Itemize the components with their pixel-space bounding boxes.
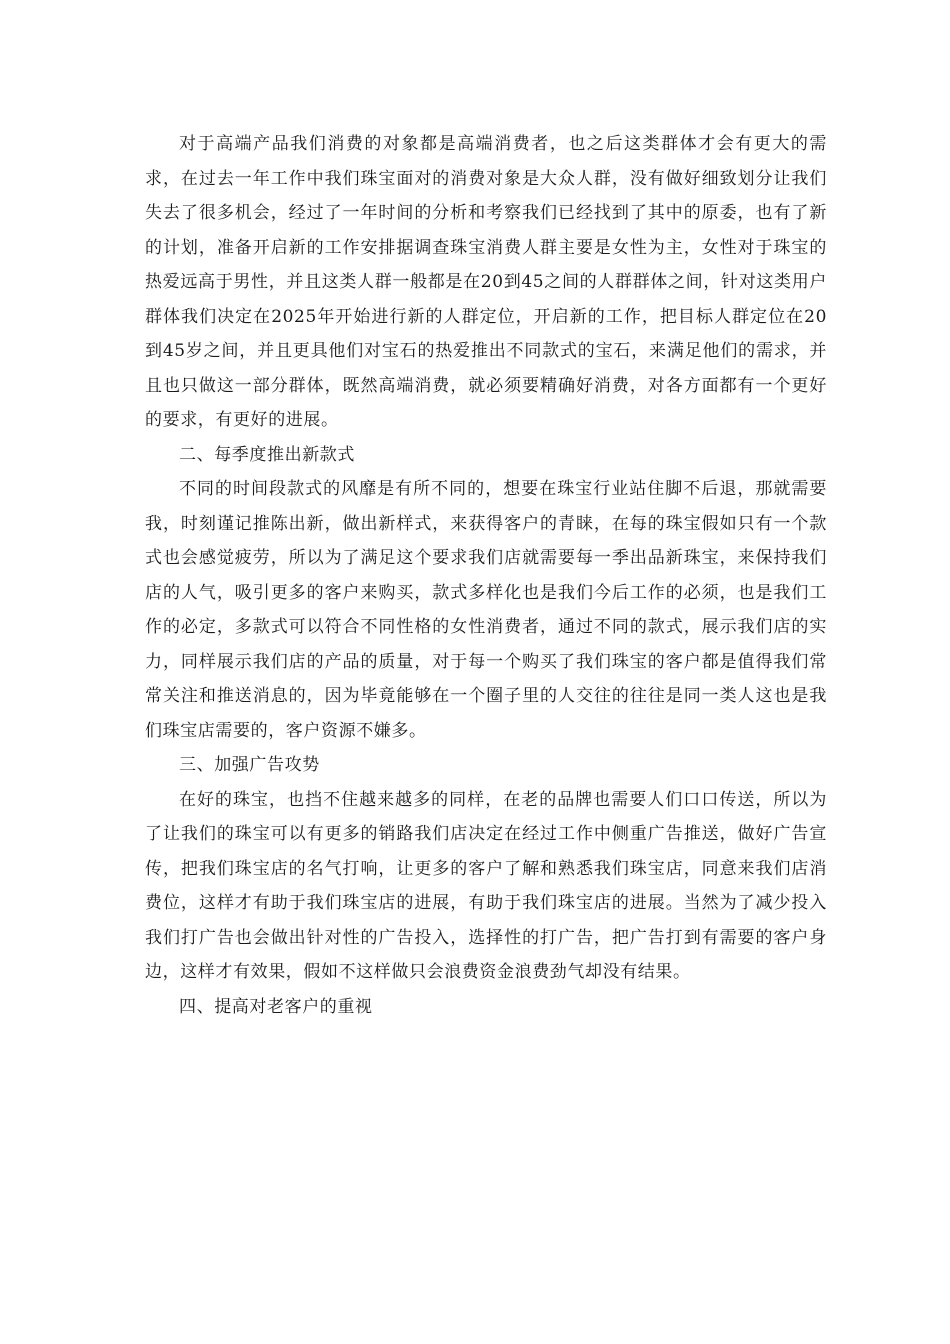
section-heading-advertising: 三、加强广告攻势 [179, 755, 320, 775]
document-page [145, 127, 827, 1024]
paragraph-target-customers: 对于高端产品我们消费的对象都是高端消费者，也之后这类群体才会有更大的需求，在过去一年工作中我们珠宝面对的消费对象是大众人群，没有做好细致划分让我们失去了很多机会，经过了一年时间的分析和考察我们已经找到了其中的原委，也有了新的计划，准备开启新的工作安排据调查珠宝消费人群主要是女性为主，女性对于珠宝的热爱远高于男性，并且这类人群一般都是在20到45之间的人群群体之间，针对这类用户群体我们决定在2025年开始进行新的人群定位，开启新的工作，把目标人群定位在20到45岁之间，并且更具他们对宝石的热爱推出不同款式的宝石，来满足他们的需求，并且也只做这一部分群体，既然高端消费，就必须要精确好消费，对各方面都有一个更好的要求，有更好的进展。 [145, 134, 827, 430]
section-heading-new-styles: 二、每季度推出新款式 [179, 444, 355, 465]
paragraph-advertising: 在好的珠宝，也挡不住越来越多的同样，在老的品牌也需要人们口口传送，所以为了让我们的珠宝可以有更多的销路我们店决定在经过工作中侧重广告推送，做好广告宣传，把我们珠宝店的名气打响，让更多的客户了解和熟悉我们珠宝店，同意来我们店消费位，这样才有助于我们珠宝店的进展，有助于我们珠宝店的进展。当然为了减少投入我们打广告也会做出针对性的广告投入，选择性的打广告，把广告打到有需要的客户身边，这样才有效果，假如不这样做只会浪费资金浪费劲气却没有结果。 [145, 789, 827, 982]
section-heading-old-customers: 四、提高对老客户的重视 [179, 996, 373, 1017]
paragraph-new-styles: 不同的时间段款式的风靡是有所不同的，想要在珠宝行业站住脚不后退，那就需要我，时刻谨记推陈出新，做出新样式，来获得客户的青睐，在每的珠宝假如只有一个款式也会感觉疲劳，所以为了满足这个要求我们店就需要每一季出品新珠宝，来保持我们店的人气，吸引更多的客户来购买，款式多样化也是我们今后工作的必须，也是我们工作的必定，多款式可以符合不同性格的女性消费者，通过不同的款式，展示我们店的实力，同样展示我们店的产品的质量，对于每一个购买了我们珠宝的客户都是值得我们常常关注和推送消息的，因为毕竟能够在一个圈子里的人交往的往往是同一类人这也是我们珠宝店需要的，客户资源不嫌多。 [145, 479, 827, 741]
